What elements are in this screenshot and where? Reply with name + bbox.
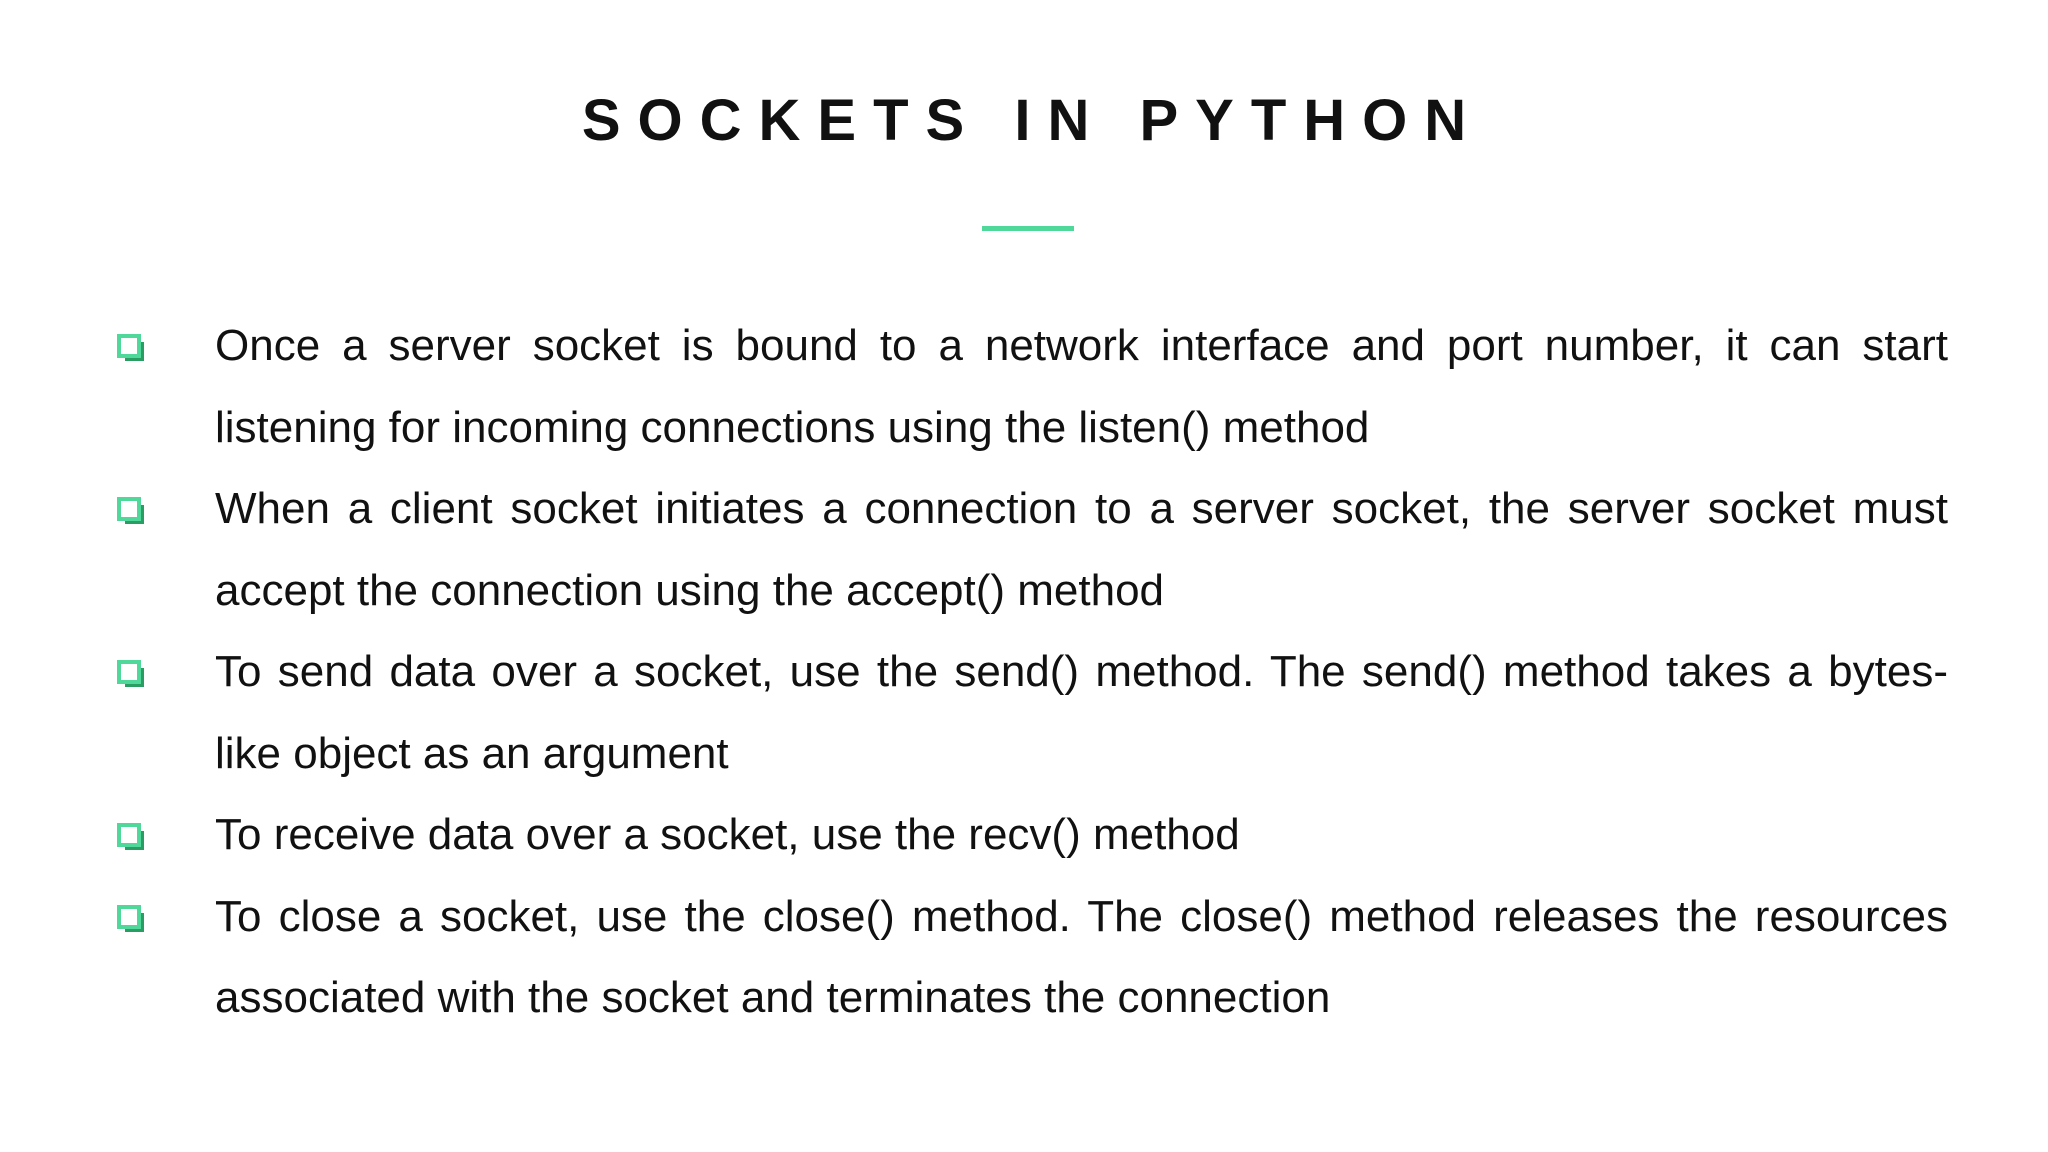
list-item [0,468,2048,631]
bullet-text: To send data over a socket, use the send() method. The send() method takes a bytes-like object as an argument [215,647,1948,778]
list-item [0,876,2048,1039]
bullet-text: To close a socket, use the close() method. The close() method releases the resources associated with the socket and terminates the connection [215,891,1948,1022]
bullet-list [0,305,2048,1039]
checkbox-bullet-icon [116,822,146,852]
slide-title: SOCKETS IN PYTHON [581,88,1484,153]
list-item [0,305,2048,468]
list-item [0,631,2048,794]
bullet-text: To receive data over a socket, use the recv() method [215,810,1240,859]
list-item [0,794,2048,876]
checkbox-bullet-icon [116,496,146,526]
title-underline [982,226,1074,231]
checkbox-bullet-icon [116,904,146,934]
checkbox-bullet-icon [116,659,146,689]
bullet-text: Once a server socket is bound to a network interface and port number, it can start listening for incoming connections using the listen() method [215,321,1948,452]
bullet-text: When a client socket initiates a connection to a server socket, the server socket must accept the connection using the accept() method [215,484,1948,615]
checkbox-bullet-icon [116,333,146,363]
